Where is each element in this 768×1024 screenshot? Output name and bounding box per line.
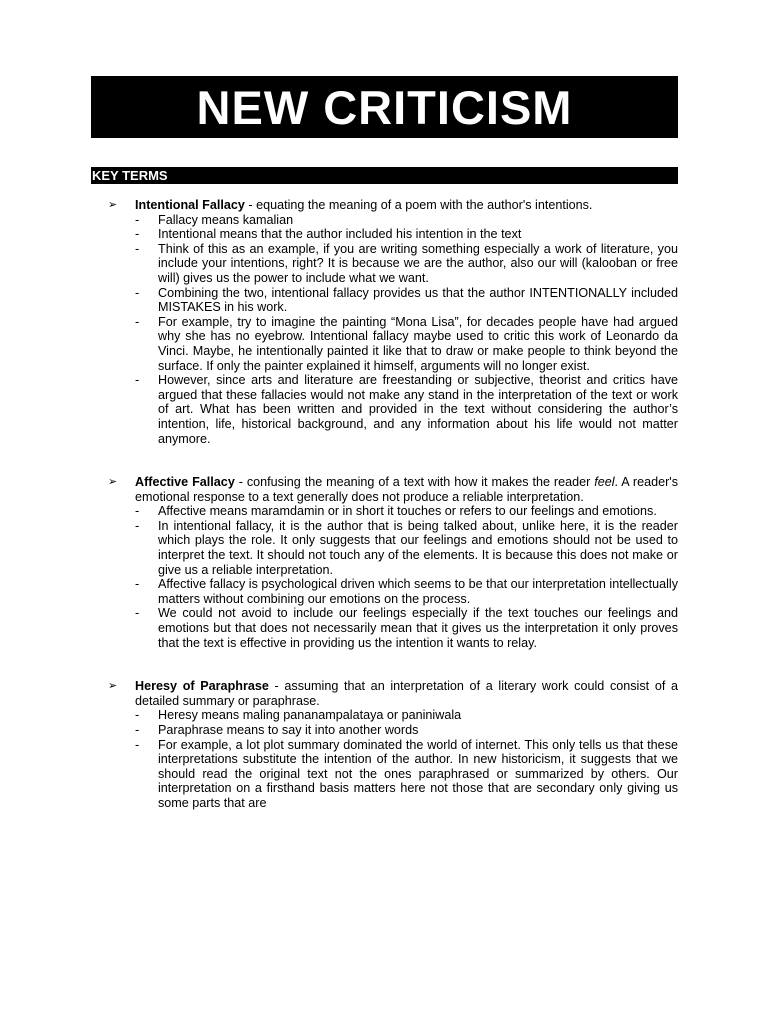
page-title: NEW CRITICISM	[196, 80, 573, 134]
dash-bullet-icon: -	[135, 373, 140, 388]
list-item	[135, 738, 678, 811]
list-item	[135, 606, 678, 650]
list-item	[135, 227, 678, 242]
list-item	[135, 708, 678, 723]
dash-bullet-icon: -	[135, 504, 140, 519]
dash-bullet-icon: -	[135, 518, 140, 533]
definition-text: - assuming that an interpretation of a literary work could consist of a detailed summary or paraphrase.	[135, 679, 678, 708]
dash-bullet-icon: -	[135, 241, 140, 256]
definition-text: . A reader's emotional response to a text generally does not produce a reliable interpretation.	[135, 475, 678, 504]
term-definition	[135, 198, 678, 213]
point-list	[135, 213, 678, 447]
term-definition	[135, 475, 678, 504]
term-definition	[135, 679, 678, 708]
point-text: Affective fallacy is psychological driven which seems to be that our interpretation intellectually matters without combining our emotions on the process.	[158, 577, 678, 606]
dash-bullet-icon: -	[135, 708, 140, 723]
list-item	[135, 286, 678, 315]
point-text: For example, a lot plot summary dominated the world of internet. This only tells us that these interpretations substitute the intention of the author. In new historicism, it suggests that we should read the original text not the ones paraphrased or summarized by others. Our interpretation on a firsthand basis matters here not those that are secondary only giving us some parts that are	[158, 737, 678, 810]
point-text: Paraphrase means to say it into another words	[158, 723, 419, 737]
term-name: Heresy of Paraphrase	[135, 679, 269, 694]
section-heading: KEY TERMS	[91, 167, 678, 184]
dash-bullet-icon: -	[135, 227, 140, 242]
point-text: Fallacy means kamalian	[158, 212, 294, 227]
list-item	[135, 519, 678, 577]
point-text: For example, try to imagine the painting “Mona Lisa”, for decades people have had argued why she has no eyebrow. Intentional fallacy maybe used to critic this work of Leonardo da Vinci. Maybe, he intentionally painted it like that to draw or make people to think beyond the surface. If only the painter explained it himself, arguments will no longer exist.	[158, 314, 678, 373]
list-item	[135, 213, 678, 228]
dash-bullet-icon: -	[135, 723, 140, 737]
list-item	[135, 242, 678, 286]
list-item	[135, 577, 678, 606]
point-list	[135, 504, 678, 650]
term-intentional-fallacy	[108, 198, 678, 446]
term-name: Intentional Fallacy	[135, 198, 245, 212]
term-name: Affective Fallacy	[135, 475, 235, 490]
title-banner	[91, 76, 678, 138]
arrow-bullet-icon: ➢	[108, 476, 118, 489]
definition-emphasis: feel	[594, 475, 615, 490]
dash-bullet-icon: -	[135, 285, 140, 300]
point-text: Combining the two, intentional fallacy provides us that the author INTENTIONALLY included MISTAKES in his work.	[158, 285, 678, 315]
point-text: Think of this as an example, if you are writing something especially a work of literature, you include your intentions, right? It is because we are the author, also our will (kalooban or free will) gives us the power to include what we want.	[158, 241, 678, 285]
list-item	[135, 723, 678, 738]
point-text: However, since arts and literature are freestanding or subjective, theorist and critics have argued that these fallacies would not make any stand in the interpretation of the text or work of art. What has been written and provided in the text without considering the author’s intention, life, historical background, and any information about his life would not matter anymore.	[158, 373, 678, 446]
dash-bullet-icon: -	[135, 606, 140, 621]
point-text: We could not avoid to include our feelings especially if the text touches our feelings and emotions but that does not necessarily mean that it gives us the interpretation it only proves that the text is effective in providing us the intention it wants to relay.	[158, 606, 678, 650]
arrow-bullet-icon: ➢	[108, 680, 118, 693]
point-text: Affective means maramdamin or in short it touches or refers to our feelings and emotions.	[158, 504, 657, 519]
dash-bullet-icon: -	[135, 212, 140, 227]
point-text: Intentional means that the author included his intention in the text	[158, 227, 522, 242]
term-affective-fallacy	[108, 475, 678, 650]
term-heresy-of-paraphrase	[108, 679, 678, 810]
point-list	[135, 708, 678, 810]
arrow-bullet-icon: ➢	[108, 199, 118, 211]
dash-bullet-icon: -	[135, 737, 140, 752]
list-item	[135, 373, 678, 446]
dash-bullet-icon: -	[135, 314, 140, 329]
definition-text: - confusing the meaning of a text with how it makes the reader	[234, 475, 595, 490]
definition-text: - equating the meaning of a poem with the author's intentions.	[244, 198, 593, 212]
point-text: In intentional fallacy, it is the author that is being talked about, unlike here, it is the reader which plays the role. It only suggests that our feelings and emotions should not be used to interpret the text. It should not touch any of the elements. It is because this does not make or give us a reliable interpretation.	[158, 518, 678, 577]
content-body	[108, 198, 678, 811]
dash-bullet-icon: -	[135, 577, 140, 592]
list-item	[135, 504, 678, 519]
point-text: Heresy means maling pananampalataya or paniniwala	[158, 708, 462, 723]
list-item	[135, 315, 678, 373]
